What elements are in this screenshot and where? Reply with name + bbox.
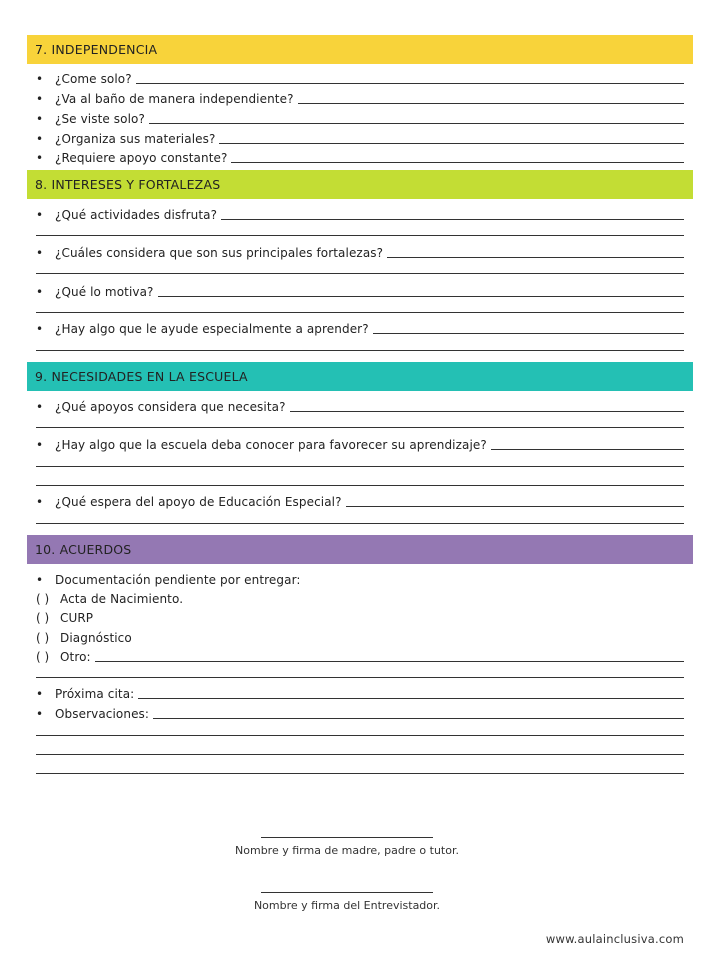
answer-line[interactable] [36, 235, 684, 236]
bullet: • [36, 573, 44, 587]
question-organiza [36, 129, 684, 147]
answer-line[interactable] [36, 427, 684, 428]
section-header-intereses [27, 170, 693, 199]
question-label: ¿Qué apoyos considera que necesita? [55, 400, 286, 414]
doc-label: Otro: [60, 650, 91, 664]
doc-curp[interactable] [36, 608, 684, 626]
question-escuela-conocer [36, 435, 684, 453]
question-label: ¿Cuáles considera que son sus principales fortalezas? [55, 246, 384, 260]
question-label: ¿Se viste solo? [55, 112, 145, 126]
answer-line[interactable] [153, 717, 684, 719]
answer-line[interactable] [149, 122, 684, 124]
doc-label: Diagnóstico [60, 631, 132, 645]
answer-line[interactable] [290, 410, 684, 412]
bullet: • [36, 285, 44, 299]
section-title: 8. INTERESES Y FORTALEZAS [35, 177, 221, 192]
answer-line[interactable] [298, 102, 684, 104]
observations [36, 704, 684, 722]
pending-docs [36, 570, 684, 588]
bullet: • [36, 151, 44, 165]
question-label: ¿Qué actividades disfruta? [55, 208, 218, 222]
question-label: ¿Requiere apoyo constante? [55, 151, 228, 165]
answer-line[interactable] [231, 161, 684, 163]
section-title: 7. INDEPENDENCIA [35, 42, 158, 57]
signature-line-interviewer[interactable] [261, 892, 433, 893]
section-header-acuerdos [27, 535, 693, 564]
bullet: • [36, 246, 44, 260]
section-title: 9. NECESIDADES EN LA ESCUELA [35, 369, 248, 384]
checkbox[interactable]: ( ) [36, 631, 50, 645]
bullet: • [36, 400, 44, 414]
doc-label: Acta de Nacimiento. [60, 592, 184, 606]
bullet: • [36, 322, 44, 336]
answer-line[interactable] [221, 218, 684, 220]
next-appointment-label: Próxima cita: [55, 687, 135, 701]
answer-line[interactable] [36, 523, 684, 524]
answer-line[interactable] [158, 295, 684, 297]
bullet: • [36, 707, 44, 721]
bullet: • [36, 132, 44, 146]
doc-otro[interactable] [36, 647, 684, 665]
answer-line[interactable] [346, 505, 684, 507]
answer-line[interactable] [219, 142, 684, 144]
question-fortalezas [36, 243, 684, 261]
checkbox[interactable]: ( ) [36, 592, 50, 606]
bullet: • [36, 687, 44, 701]
bullet: • [36, 438, 44, 452]
answer-line[interactable] [36, 485, 684, 486]
bullet: • [36, 208, 44, 222]
answer-line[interactable] [136, 82, 684, 84]
question-label: ¿Come solo? [55, 72, 132, 86]
next-appointment [36, 684, 684, 702]
signature-label-interviewer: Nombre y firma del Entrevistador. [253, 899, 441, 912]
answer-line[interactable] [36, 312, 684, 313]
question-label: ¿Hay algo que la escuela deba conocer para favorecer su aprendizaje? [55, 438, 487, 452]
answer-line[interactable] [36, 677, 684, 678]
answer-line[interactable] [36, 735, 684, 736]
pending-docs-label: Documentación pendiente por entregar: [55, 573, 301, 587]
answer-line[interactable] [95, 660, 684, 662]
answer-line[interactable] [373, 332, 684, 334]
doc-label: CURP [60, 611, 94, 625]
section-title: 10. ACUERDOS [35, 542, 132, 557]
answer-line[interactable] [387, 256, 684, 258]
question-educacion-especial [36, 492, 684, 510]
answer-line[interactable] [36, 754, 684, 755]
question-come-solo [36, 69, 684, 87]
question-label: ¿Va al baño de manera independiente? [55, 92, 294, 106]
question-apoyo-constante [36, 148, 684, 166]
answer-line[interactable] [36, 773, 684, 774]
question-motiva [36, 282, 684, 300]
answer-line[interactable] [138, 697, 684, 699]
checkbox[interactable]: ( ) [36, 650, 50, 664]
observations-label: Observaciones: [55, 707, 150, 721]
question-se-viste [36, 109, 684, 127]
bullet: • [36, 112, 44, 126]
footer-website: www.aulainclusiva.com [545, 932, 684, 946]
section-header-independencia [27, 35, 693, 64]
question-bano [36, 89, 684, 107]
answer-line[interactable] [36, 350, 684, 351]
question-actividades [36, 205, 684, 223]
checkbox[interactable]: ( ) [36, 611, 50, 625]
question-label: ¿Qué espera del apoyo de Educación Especial? [55, 495, 342, 509]
doc-acta[interactable] [36, 589, 684, 607]
question-apoyos [36, 397, 684, 415]
doc-diagnostico[interactable] [36, 628, 684, 646]
answer-line[interactable] [36, 466, 684, 467]
signature-label-parent: Nombre y firma de madre, padre o tutor. [235, 844, 459, 857]
answer-line[interactable] [491, 448, 684, 450]
bullet: • [36, 495, 44, 509]
question-label: ¿Hay algo que le ayude especialmente a aprender? [55, 322, 369, 336]
answer-line[interactable] [36, 273, 684, 274]
question-label: ¿Qué lo motiva? [55, 285, 154, 299]
question-label: ¿Organiza sus materiales? [55, 132, 216, 146]
bullet: • [36, 92, 44, 106]
bullet: • [36, 72, 44, 86]
question-ayuda-aprender [36, 319, 684, 337]
signature-line-parent[interactable] [261, 837, 433, 838]
section-header-necesidades [27, 362, 693, 391]
